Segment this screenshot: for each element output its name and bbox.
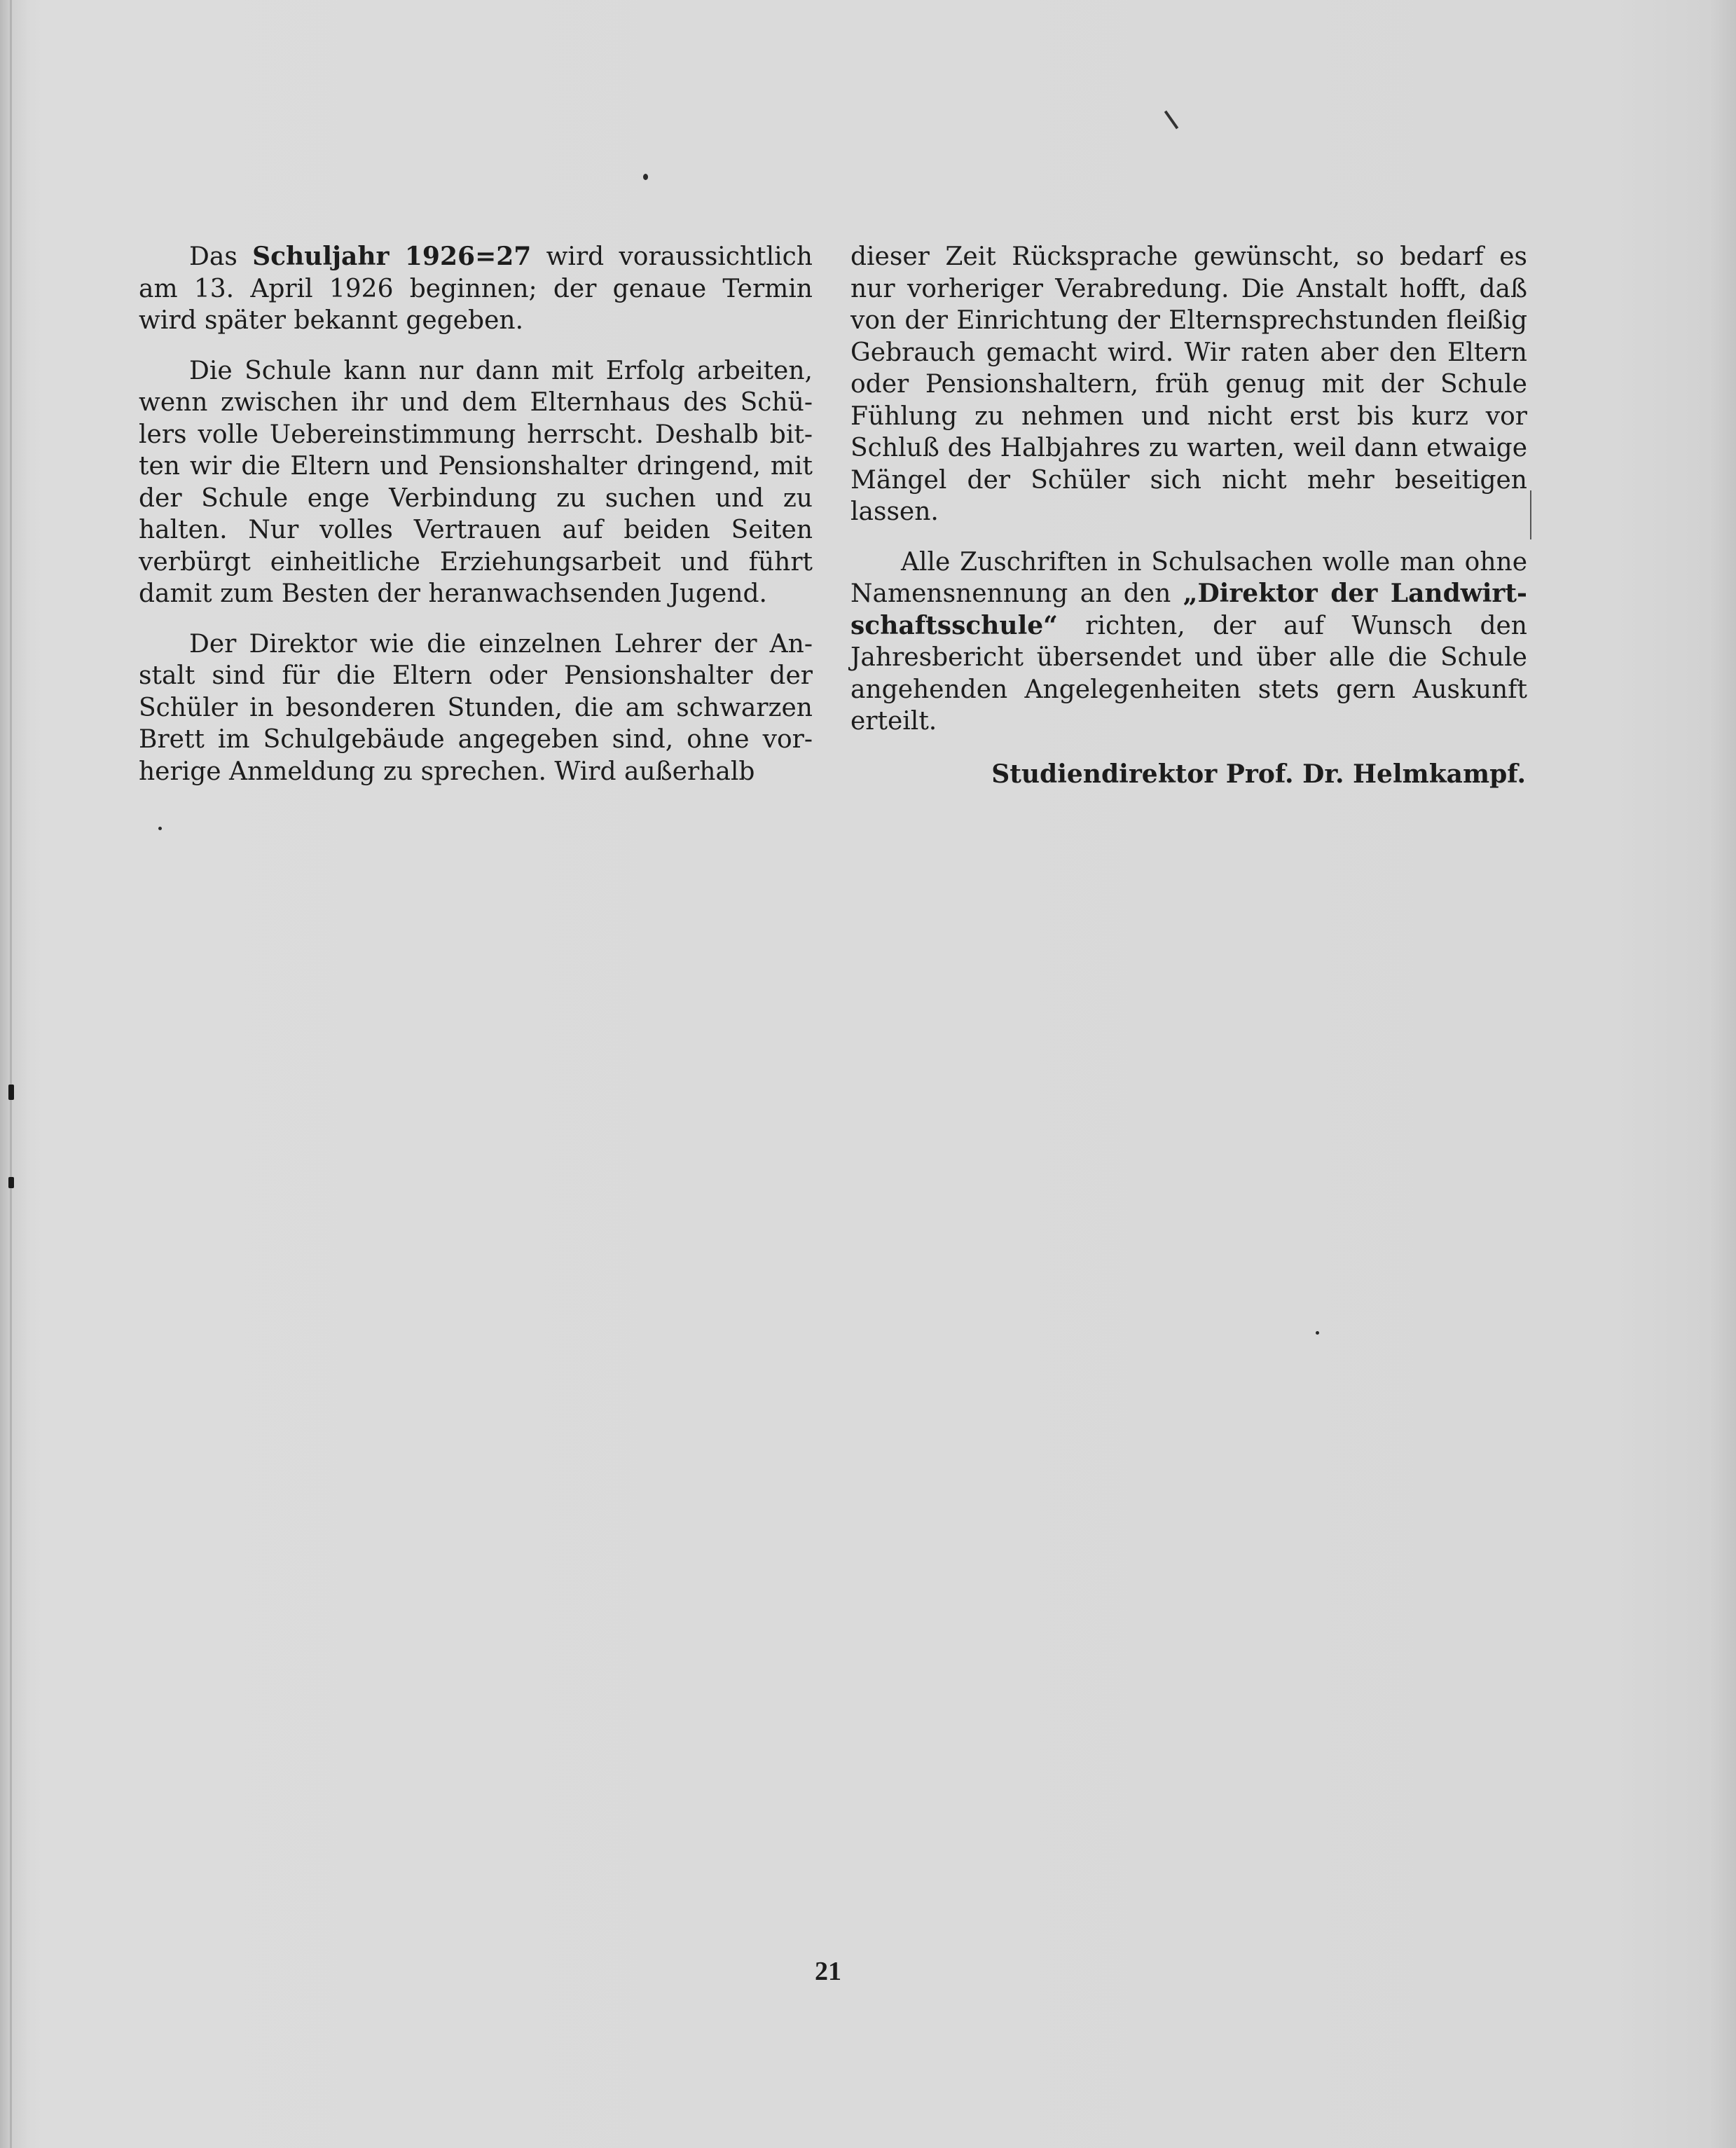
left-column bbox=[139, 241, 813, 806]
paragraph-rest: richten, der auf Wunsch den Jahresbericht übersendet und über alle die Schule angehenden Angelegenheiten stets gern Auskunft erteilt. bbox=[850, 611, 1527, 736]
ink-stroke bbox=[1164, 111, 1178, 130]
spine-mark bbox=[8, 1085, 14, 1100]
school-year-emphasis: Schuljahr 1926=27 bbox=[252, 242, 532, 271]
paragraph-consultation-hours: Der Direktor wie die einzelnen Lehrer der Anstalt sind für die Eltern oder Pensionshalter der Schüler in besonderen Stunden, die am schwarzen Brett im Schulgebäude angegeben sind, ohne vorherige Anmeldung zu sprechen. Wird außerhalb bbox=[139, 629, 813, 786]
paragraph-cooperation: Die Schule kann nur dann mit Erfolg arbeiten, wenn zwischen ihr und dem Elternhaus des Schülers volle Uebereinstimmung herrscht. Deshalb bitten wir die Eltern und Pensionshalter dringend, mit der Schule enge Verbindung zu suchen und zu halten. Nur volles Vertrauen auf beiden Seiten verbürgt einheitliche Erziehungsarbeit und führt damit zum Besten der heranwachsenden Jugend. bbox=[139, 356, 813, 608]
right-column bbox=[850, 241, 1527, 756]
paragraph-school-year bbox=[139, 241, 813, 337]
signature: Studiendirektor Prof. Dr. Helmkampf. bbox=[991, 759, 1526, 789]
ink-speck bbox=[643, 174, 648, 180]
paragraph-consultation-continued: dieser Zeit Rücksprache gewünscht, so bedarf es nur vorheriger Verabredung. Die Anstalt hofft, daß von der Einrichtung der Elternsprechstunden fleißig Gebrauch gemacht wird. Wir raten aber den Eltern oder Pensionshaltern, früh genug mit der Schule Fühlung zu nehmen und nicht erst bis kurz vor Schluß des Halbjahres zu warten, weil dann etwaige Mängel der Schüler sich nicht mehr beseitigen lassen. bbox=[850, 242, 1527, 526]
page-number: 21 bbox=[815, 1957, 841, 1986]
paragraph-rest: wird voraussichtlich am 13. April 1926 beginnen; der genaue Termin wird später bekannt gegeben. bbox=[139, 242, 813, 335]
paragraph-lead: Alle Zuschriften in Schulsachen wolle man ohne Namensnennung an den bbox=[850, 547, 1527, 608]
ink-speck bbox=[158, 827, 162, 830]
addressee-emphasis: „Direktor der Landwirtschaftsschule“ bbox=[850, 579, 1527, 640]
paragraph-correspondence bbox=[850, 546, 1527, 738]
margin-tick bbox=[1530, 490, 1531, 539]
page-spine-shadow bbox=[10, 0, 12, 2148]
spine-mark bbox=[8, 1177, 14, 1188]
paragraph-lead: Das bbox=[189, 242, 253, 271]
ink-speck bbox=[1316, 1331, 1319, 1335]
